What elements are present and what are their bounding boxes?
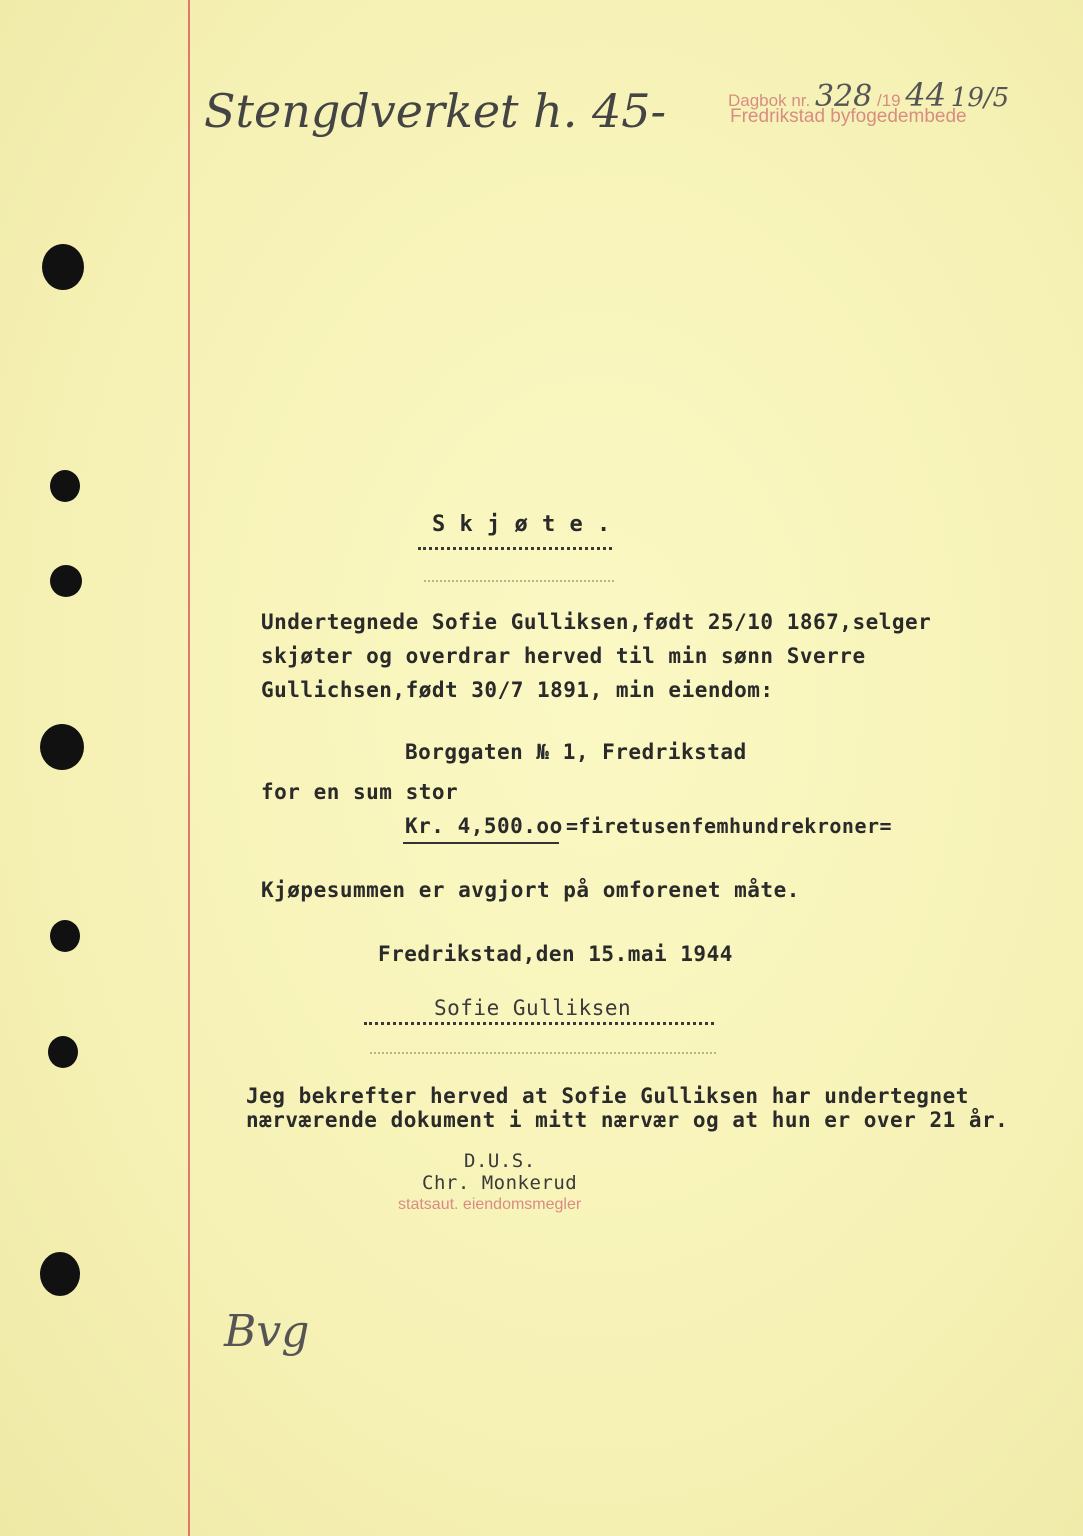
margin-rule	[188, 0, 190, 1536]
seller-signature: Sofie Gulliksen	[434, 996, 632, 1020]
place-date: Fredrikstad,den 15.mai 1944	[378, 942, 733, 966]
paragraph-line-3: Gullichsen,født 30/7 1891, min eiendom:	[261, 678, 774, 702]
document-title: S k j ø t e .	[432, 512, 611, 537]
sum-intro: for en sum stor	[261, 780, 459, 804]
dagbok-number: 328	[814, 79, 873, 114]
punch-hole-5	[50, 920, 80, 952]
dagbok-date: 19/5	[950, 83, 1010, 113]
title-dotted-rule	[418, 547, 612, 550]
punch-hole-6	[48, 1036, 78, 1068]
dagbok-year: 44	[905, 76, 947, 114]
dagbok-label: Dagbok nr.	[728, 91, 811, 110]
sum-amount-underline	[403, 842, 559, 844]
title-faint-rule	[424, 580, 614, 582]
punch-hole-1	[42, 244, 84, 290]
handwritten-note: Stengdverket h. 45-	[204, 84, 667, 138]
witness-name: Chr. Monkerud	[422, 1172, 578, 1194]
bottom-initials: Bvg	[224, 1306, 310, 1357]
punch-hole-2	[50, 470, 80, 502]
paragraph-line-2: skjøter og overdrar herved til min sønn Sverre	[261, 644, 866, 668]
sum-amount: Kr. 4,500.oo	[405, 814, 563, 838]
punch-hole-4	[40, 724, 84, 770]
office-stamp: Fredrikstad byfogedembede	[730, 106, 967, 127]
witness-title-stamp: statsaut. eiendomsmegler	[398, 1196, 582, 1213]
signature-faint-rule	[370, 1052, 716, 1054]
punch-hole-7	[40, 1252, 80, 1296]
punch-hole-3	[50, 565, 82, 597]
property-line: Borggaten № 1, Fredrikstad	[405, 740, 747, 764]
dagbok-year-label: /19	[876, 91, 901, 110]
signature-dotted-rule	[364, 1022, 714, 1025]
witness-line-1: Jeg bekrefter herved at Sofie Gulliksen har undertegnet	[246, 1084, 969, 1108]
sum-words: =firetusenfemhundrekroner=	[566, 814, 893, 838]
dus-mark: D.U.S.	[464, 1150, 536, 1172]
settlement-line: Kjøpesummen er avgjort på omforenet måte.	[261, 878, 800, 902]
witness-line-2: nærværende dokument i mitt nærvær og at hun er over 21 år.	[246, 1108, 1009, 1132]
paragraph-line-1: Undertegnede Sofie Gulliksen,født 25/10 1867,selger	[261, 610, 932, 634]
